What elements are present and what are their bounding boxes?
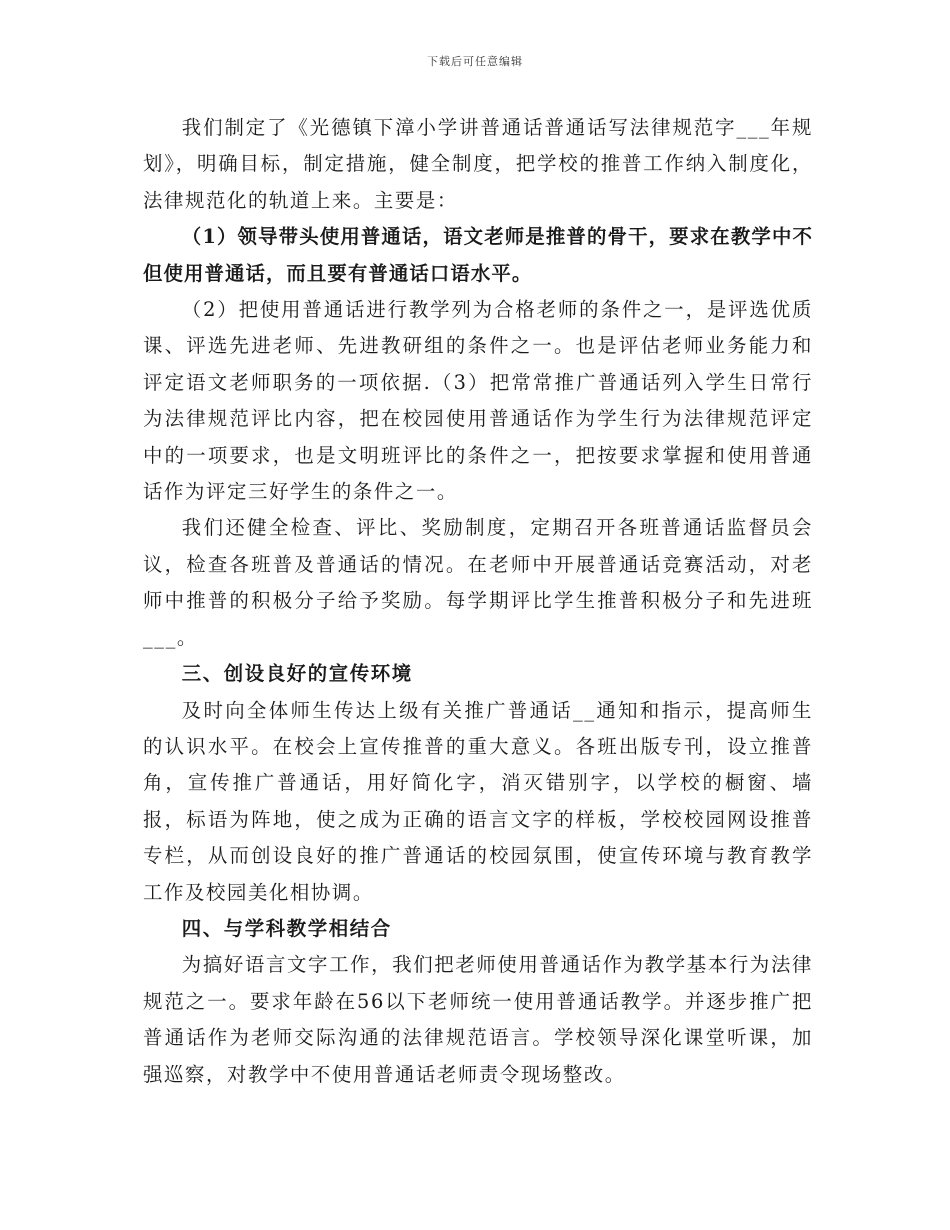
paragraph-inspection-rewards: 我们还健全检查、评比、奖励制度，定期召开各班普通话监督员会议，检查各班普及普通话的情况。在老师中开展普通话竞赛活动，对老师中推普的积极分子给予奖励。每学期评比学生推普积极分子和先进班___。: [143, 516, 813, 649]
paragraph-plan-intro: 我们制定了《光德镇下漳小学讲普通话普通话写法律规范字___年规划》，明确目标，制定措施，健全制度，把学校的推普工作纳入制度化，法律规范化的轨道上来。主要是：: [143, 116, 813, 212]
page-header-caption: 下载后可任意编辑: [427, 55, 523, 68]
section-heading-publicity: 三、创设良好的宣传环境: [181, 662, 413, 686]
section-heading-teaching: 四、与学科教学相结合: [181, 916, 392, 940]
paragraph-teaching: 为搞好语言文字工作，我们把老师使用普通话作为教学基本行为法律规范之一。要求年龄在56以下老师统一使用普通话教学。并逐步推广把普通话作为老师交际沟通的法律规范语言。学校领导深化课堂听课，加强巡察，对教学中不使用普通话老师责令现场整改。: [143, 953, 813, 1086]
paragraph-publicity: 及时向全体师生传达上级有关推广普通话__通知和指示，提高师生的认识水平。在校会上宣传推普的重大意义。各班出版专刊，设立推普角，宣传推广普通话，用好简化字，消灭错别字，以学校的橱窗、墙报，标语为阵地，使之成为正确的语言文字的样板，学校校园网设推普专栏，从而创设良好的推广普通话的校园氛围，使宣传环境与教育教学工作及校园美化相协调。: [143, 698, 813, 904]
document-body: [143, 110, 813, 1093]
paragraph-leadership-requirement: （1）领导带头使用普通话，语文老师是推普的骨干，要求在教学中不但使用普通话，而且要有普通话口语水平。: [143, 225, 813, 285]
paragraph-teacher-criteria: （2）把使用普通话进行教学列为合格老师的条件之一，是评选优质课、评选先进老师、先进教研组的条件之一。也是评估老师业务能力和评定语文老师职务的一项依据.（3）把常常推广普通话列入学生日常行为法律规范评比内容，把在校园使用普通话作为学生行为法律规范评定中的一项要求，也是文明班评比的条件之一，把按要求掌握和使用普通话作为评定三好学生的条件之一。: [143, 298, 813, 504]
